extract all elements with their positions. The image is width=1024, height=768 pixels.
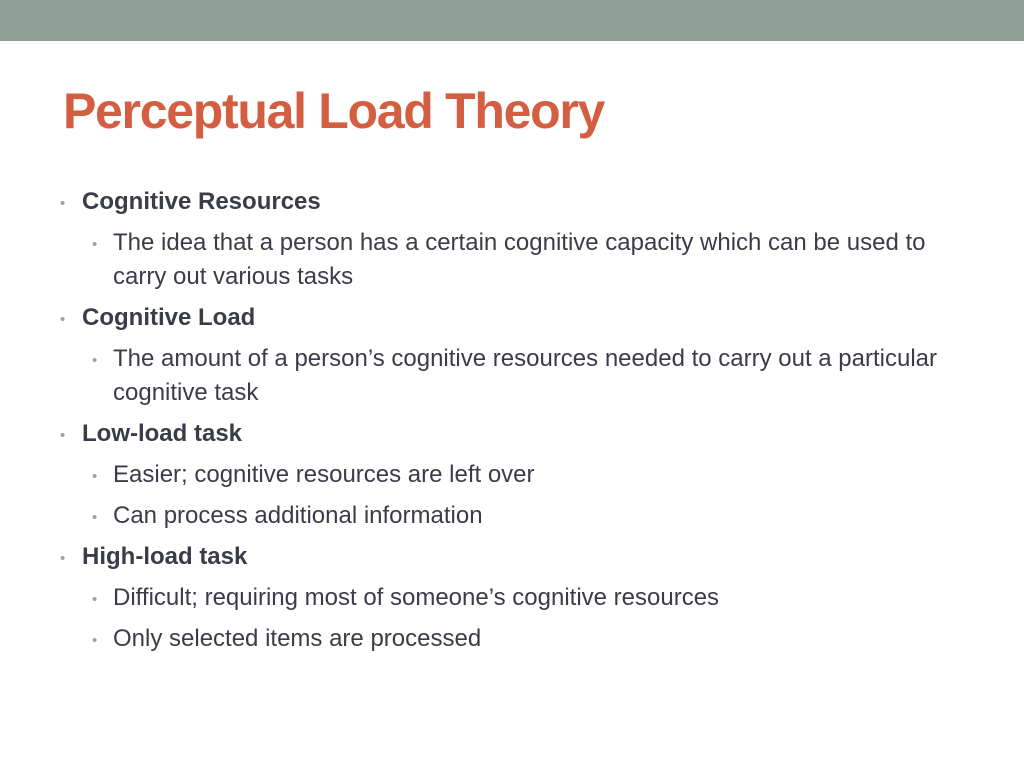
bullet-heading-high-load-task: High-load task [82,543,248,570]
bullet-icon: • [60,311,66,328]
bullet-heading-cognitive-resources: Cognitive Resources [82,188,321,215]
bullet-icon: • [92,236,98,253]
bullet-icon: • [92,352,98,369]
bullet-heading-low-load-task: Low-load task [82,420,243,447]
sub-bullet-text: Difficult; requiring most of someone’s cognitive resources [113,584,720,611]
bullet-icon: • [60,195,66,212]
sub-bullet-text: The amount of a person’s cognitive resources needed to carry out a particular cognitive task [113,345,938,406]
bullet-icon: • [92,591,98,608]
bullet-icon: • [92,468,98,485]
bullet-icon: • [92,632,98,649]
sub-bullet-text: Can process additional information [113,502,483,529]
bullet-icon: • [60,427,66,444]
bullet-icon: • [60,550,66,567]
sub-bullet-text: The idea that a person has a certain cognitive capacity which can be used to carry out various tasks [113,229,926,290]
bullet-icon: • [92,509,98,526]
sub-bullet-text: Easier; cognitive resources are left over [113,461,535,488]
bullet-heading-cognitive-load: Cognitive Load [82,304,256,331]
slide-title: Perceptual Load Theory [63,83,604,139]
sub-bullet-text: Only selected items are processed [113,625,482,652]
